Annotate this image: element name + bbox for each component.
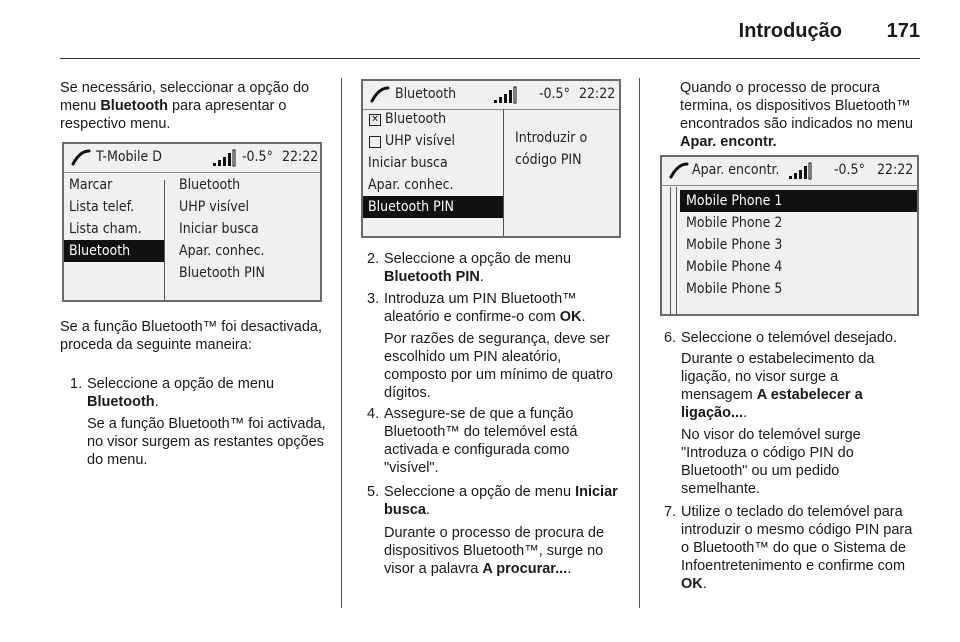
submenu-item-bluetooth[interactable]: Bluetooth: [179, 177, 241, 193]
step-6-subtext: Durante o estabelecimento da ligação, no visor surge a mensagem A estabelecer a ligação....: [681, 351, 875, 421]
step-3-text: Introduza um PIN Bluetooth™ aleatório e confirme-o com OK.: [384, 291, 586, 325]
step-6-text: Seleccione o telemóvel desejado.: [681, 330, 898, 346]
step-7-text: Utilize o teclado do telemóvel para introduzir o mesmo código PIN para o Bluetooth™ do que o Sistema de Infoentretenimento e confirme com OK.: [681, 504, 913, 592]
step-1-subtext: Se a função Bluetooth™ foi activada, no visor surgem as restantes opções do menu.: [87, 416, 326, 468]
menu-divider: [503, 109, 504, 236]
submenu-item-bluetooth-pin[interactable]: Bluetooth PIN: [179, 265, 265, 281]
checkbox-checked-icon[interactable]: ✕: [369, 114, 381, 126]
phone-handset-icon: [369, 84, 391, 106]
section-title: Introdução: [738, 20, 842, 42]
status-time: 22:22: [282, 149, 319, 165]
submenu-item-apar-conhec[interactable]: Apar. conhec.: [179, 243, 265, 259]
step-1-number: 1.: [70, 376, 83, 392]
page-header: [60, 18, 920, 60]
step-5-text: Seleccione a opção de menu Iniciar busca.: [384, 484, 618, 518]
menu-item-lista-cham[interactable]: Lista cham.: [69, 221, 142, 237]
status-bar: [64, 144, 320, 173]
submenu-item-uhp-visivel[interactable]: UHP visível: [179, 199, 250, 215]
step-2-text: Seleccione a opção de menu Bluetooth PIN.: [384, 251, 572, 285]
step-5-subtext: Durante o processo de procura de dispositivos Bluetooth™, surge no visor a palavra A procurar....: [384, 525, 605, 577]
status-time: 22:22: [877, 162, 914, 178]
menu-item-marcar[interactable]: Marcar: [69, 177, 113, 193]
screen-main-menu: [62, 142, 322, 302]
column-divider-2: [639, 78, 640, 608]
phone-handset-icon: [70, 147, 92, 169]
header-rule: [60, 58, 920, 59]
col1-paragraph-2: Se a função Bluetooth™ foi desactivada, proceda da seguinte maneira:: [60, 319, 322, 353]
status-temperature: -0.5°: [242, 149, 273, 165]
list-guide-line: [670, 187, 671, 314]
col1-intro: Se necessário, seleccionar a opção do menu Bluetooth para apresentar o respectivo menu.: [60, 80, 310, 132]
submenu-item-iniciar-busca[interactable]: Iniciar busca: [179, 221, 259, 237]
step-5-number: 5.: [367, 484, 380, 500]
hint-text-line-2: código PIN: [515, 152, 582, 168]
hint-text-line-1: Introduzir o: [515, 130, 588, 146]
status-name: Apar. encontr.: [692, 162, 780, 178]
menu-item-uhp-visivel[interactable]: UHP visível: [385, 133, 456, 149]
step-6-number: 6.: [664, 330, 677, 346]
column-divider-1: [341, 78, 342, 608]
device-item-3[interactable]: Mobile Phone 3: [686, 237, 783, 253]
screen-bluetooth-menu: [361, 79, 621, 238]
menu-item-bluetooth-selected[interactable]: Bluetooth: [64, 240, 164, 262]
device-item-1-selected[interactable]: Mobile Phone 1: [680, 190, 917, 212]
checkbox-unchecked-icon[interactable]: [369, 136, 381, 148]
step-1-text: Seleccione a opção de menu Bluetooth.: [87, 376, 275, 410]
step-3-number: 3.: [367, 291, 380, 307]
step-4-number: 4.: [367, 406, 380, 422]
menu-item-bluetooth[interactable]: Bluetooth: [385, 111, 447, 127]
status-bar: [363, 81, 619, 110]
menu-item-apar-conhec[interactable]: Apar. conhec.: [368, 177, 454, 193]
status-name: Bluetooth: [395, 86, 457, 102]
step-6-subtext-2: No visor do telemóvel surge "Introduza o código PIN do Bluetooth" ou um pedido semelhante.: [681, 427, 861, 497]
step-2-number: 2.: [367, 251, 380, 267]
menu-item-lista-telef[interactable]: Lista telef.: [69, 199, 135, 215]
signal-strength-icon: [212, 149, 238, 167]
step-7-number: 7.: [664, 504, 677, 520]
status-time: 22:22: [579, 86, 616, 102]
menu-item-iniciar-busca[interactable]: Iniciar busca: [368, 155, 448, 171]
phone-handset-icon: [668, 160, 690, 182]
signal-strength-icon: [493, 86, 519, 104]
menu-divider: [164, 180, 165, 300]
step-4-text: Assegure-se de que a função Bluetooth™ do telemóvel está activada e configurada como "visível".: [384, 406, 578, 476]
status-temperature: -0.5°: [539, 86, 570, 102]
device-item-5[interactable]: Mobile Phone 5: [686, 281, 783, 297]
col3-intro: Quando o processo de procura termina, os dispositivos Bluetooth™ encontrados são indicados no menu Apar. encontr.: [680, 80, 913, 150]
list-guide-line: [676, 187, 677, 314]
status-temperature: -0.5°: [834, 162, 865, 178]
page-number: 171: [886, 20, 920, 42]
step-3-subtext: Por razões de segurança, deve ser escolhido um PIN aleatório, composto por um mínimo de quatro dígitos.: [384, 331, 613, 401]
signal-strength-icon: [788, 162, 814, 180]
status-name: T-Mobile D: [96, 149, 162, 165]
status-bar: [662, 157, 917, 186]
screen-found-devices: [660, 155, 919, 316]
device-item-4[interactable]: Mobile Phone 4: [686, 259, 783, 275]
menu-item-bluetooth-pin-selected[interactable]: Bluetooth PIN: [363, 196, 503, 218]
device-item-2[interactable]: Mobile Phone 2: [686, 215, 783, 231]
